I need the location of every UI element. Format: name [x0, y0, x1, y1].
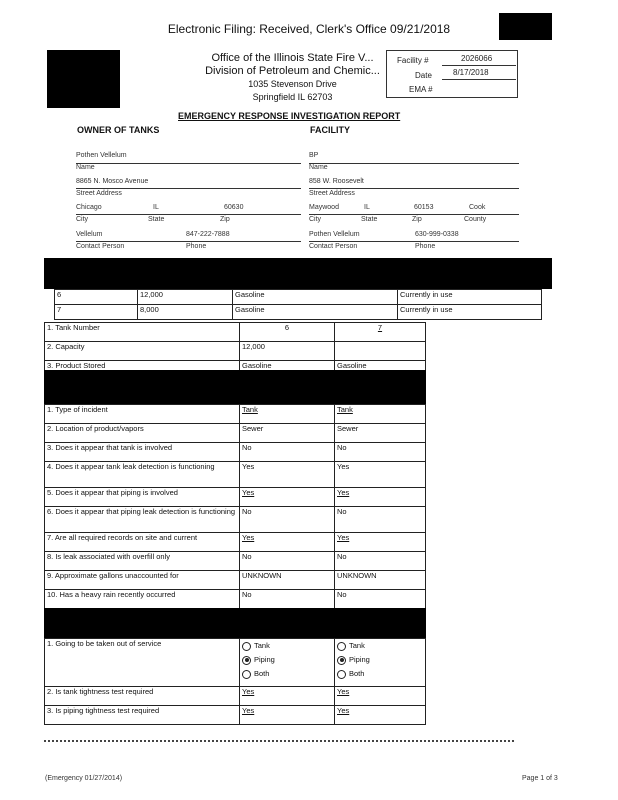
ema-label: EMA #: [409, 85, 433, 94]
radio-label: Tank: [254, 641, 270, 650]
facility-zip: 60153: [414, 204, 434, 211]
action-q2-col2: Yes: [335, 687, 426, 706]
incident-question: 9. Approximate gallons unaccounted for: [45, 571, 240, 590]
owner-name-line: [76, 163, 301, 164]
date-value: 8/17/2018: [453, 68, 489, 77]
facility-city-line: [309, 214, 519, 215]
facility-number-value: 2026066: [461, 54, 493, 63]
table-row: [45, 405, 426, 424]
facility-city-label: City: [309, 216, 322, 223]
facility-zip-label: Zip: [412, 216, 422, 223]
table-row: [45, 443, 426, 462]
table-row: [45, 590, 426, 609]
action-q2-col1: Yes: [240, 687, 335, 706]
action-q1: 1. Going to be taken out of service: [45, 639, 240, 687]
owner-city-line: [76, 214, 301, 215]
facility-box-divider-2: [442, 65, 516, 66]
filing-stamp: Electronic Filing: Received, Clerk's Office 09/21/2018: [167, 22, 451, 36]
action-q1-col2: [335, 639, 426, 687]
facility-block: [309, 150, 519, 260]
incident-question: 2. Location of product/vapors: [45, 424, 240, 443]
incident-answer-col2: UNKNOWN: [335, 571, 426, 590]
redaction-band-action: [44, 608, 426, 638]
office-address: [195, 52, 390, 104]
incident-question: 3. Does it appear that tank is involved: [45, 443, 240, 462]
incident-answer-col1: Yes: [240, 488, 335, 507]
radio-option-piping[interactable]: [242, 653, 332, 667]
tank-row-status: Currently in use: [398, 305, 542, 320]
facility-number-label: Facility #: [397, 56, 429, 65]
footer-form-id: (Emergency 01/27/2014): [45, 775, 123, 782]
action-table: [44, 638, 426, 725]
incident-answer-col2: Sewer: [335, 424, 426, 443]
tank-row-product: Gasoline: [233, 305, 398, 320]
owner-state: IL: [153, 204, 159, 211]
tank-info-label: 1. Tank Number: [45, 323, 240, 342]
owner-block: [76, 150, 301, 260]
footer-page-number: Page 1 of 3: [522, 775, 558, 782]
incident-answer-col2: Yes: [335, 488, 426, 507]
incident-answer-col2: Yes: [335, 533, 426, 552]
radio-icon: [337, 642, 346, 651]
facility-name-line: [309, 163, 519, 164]
facility-contact-line: [309, 241, 519, 242]
owner-name-label: Name: [76, 164, 95, 171]
table-row: [45, 533, 426, 552]
facility-state-label: State: [361, 216, 378, 223]
table-row: [45, 424, 426, 443]
facility-street: 858 W. Roosevelt: [309, 178, 364, 185]
table-row: [55, 305, 542, 320]
radio-label: Piping: [349, 655, 370, 664]
facility-county-label: County: [464, 216, 487, 223]
tank-info-col2: Gasoline: [335, 361, 426, 371]
action-q2: 2. Is tank tightness test required: [45, 687, 240, 706]
tank-row-num: 6: [55, 290, 138, 305]
tank-row-capacity: 12,000: [138, 290, 233, 305]
facility-contact-label: Contact Person: [309, 243, 358, 250]
incident-answer-col2: No: [335, 590, 426, 609]
redaction-band-tanks: [44, 258, 552, 289]
facility-phone-label: Phone: [415, 243, 436, 250]
table-row: [55, 290, 542, 305]
facility-box-divider: [442, 79, 516, 80]
incident-answer-col1: No: [240, 590, 335, 609]
tank-info-label: 3. Product Stored: [45, 361, 240, 371]
tank-info-col2: 7: [335, 323, 426, 342]
tank-row-product: Gasoline: [233, 290, 398, 305]
owner-zip: 60630: [224, 204, 244, 211]
incident-question: 7. Are all required records on site and current: [45, 533, 240, 552]
table-row: [45, 361, 426, 371]
facility-name: BP: [309, 152, 319, 159]
table-row: [45, 687, 426, 706]
table-row: [45, 462, 426, 488]
owner-name: Pothen Vellelum: [76, 152, 127, 159]
owner-street-line: [76, 188, 301, 189]
owner-phone-label: Phone: [186, 243, 207, 250]
radio-label: Tank: [349, 641, 365, 650]
radio-selected-icon: [242, 656, 251, 665]
table-row: [45, 571, 426, 590]
owner-contact: Vellelum: [76, 231, 103, 238]
table-row: [45, 639, 426, 687]
owner-zip-label: Zip: [220, 216, 230, 223]
office-line-4: Springfield IL 62703: [252, 92, 333, 102]
incident-question: 8. Is leak associated with overfill only: [45, 552, 240, 571]
incident-question: 5. Does it appear that piping is involved: [45, 488, 240, 507]
tank-info-col2: [335, 342, 426, 361]
footer-dotted-rule: [44, 740, 514, 742]
redaction-block-logo: [47, 50, 120, 108]
tank-row-num: 7: [55, 305, 138, 320]
incident-question: 6. Does it appear that piping leak detection is functioning: [45, 507, 240, 533]
facility-heading: FACILITY: [310, 125, 350, 135]
radio-option-tank[interactable]: [242, 639, 332, 653]
incident-answer-col1: No: [240, 552, 335, 571]
facility-county: Cook: [469, 204, 486, 211]
incident-answer-col2: No: [335, 507, 426, 533]
owner-contact-label: Contact Person: [76, 243, 125, 250]
incident-answer-col1: Tank: [240, 405, 335, 424]
incident-answer-col1: UNKNOWN: [240, 571, 335, 590]
incident-answer-col1: No: [240, 507, 335, 533]
redaction-band-incident: [44, 370, 426, 404]
radio-label: Both: [254, 669, 270, 678]
incident-answer-col2: No: [335, 443, 426, 462]
action-q3: 3. Is piping tightness test required: [45, 706, 240, 725]
facility-state: IL: [364, 204, 370, 211]
table-row: [45, 342, 426, 361]
facility-id-box: [386, 50, 518, 98]
tank-row-capacity: 8,000: [138, 305, 233, 320]
table-row: [45, 552, 426, 571]
owner-heading: OWNER OF TANKS: [77, 125, 160, 135]
tank-info-table: [44, 322, 426, 371]
action-q1-col1: [240, 639, 335, 687]
radio-icon: [242, 642, 251, 651]
redaction-block-top-right: [499, 13, 552, 40]
incident-question: 10. Has a heavy rain recently occurred: [45, 590, 240, 609]
radio-icon: [242, 670, 251, 679]
office-line-3: 1035 Stevenson Drive: [248, 79, 337, 89]
date-label: Date: [415, 71, 432, 80]
radio-label: Both: [349, 669, 365, 678]
report-title: EMERGENCY RESPONSE INVESTIGATION REPORT: [178, 111, 401, 121]
owner-city: Chicago: [76, 204, 102, 211]
office-line-1: Office of the Illinois State Fire V...: [211, 52, 374, 64]
facility-street-line: [309, 188, 519, 189]
facility-name-label: Name: [309, 164, 328, 171]
table-row: [45, 706, 426, 725]
tank-summary-table: [54, 289, 542, 320]
radio-option-both[interactable]: [242, 667, 332, 681]
radio-icon: [337, 670, 346, 679]
office-line-2: Division of Petroleum and Chemic...: [205, 65, 380, 77]
incident-table: [44, 404, 426, 609]
owner-street-label: Street Address: [76, 190, 122, 197]
incident-question: 1. Type of incident: [45, 405, 240, 424]
radio-option-both[interactable]: [337, 667, 423, 681]
radio-selected-icon: [337, 656, 346, 665]
owner-contact-line: [76, 241, 301, 242]
radio-label: Piping: [254, 655, 275, 664]
facility-phone: 630-999-0338: [415, 231, 459, 238]
incident-answer-col1: Yes: [240, 462, 335, 488]
radio-option-tank[interactable]: [337, 639, 423, 653]
owner-state-label: State: [148, 216, 165, 223]
incident-question: 4. Does it appear tank leak detection is functioning: [45, 462, 240, 488]
owner-city-label: City: [76, 216, 89, 223]
incident-answer-col2: No: [335, 552, 426, 571]
owner-street: 8865 N. Mosco Avenue: [76, 178, 149, 185]
tank-info-col1: 6: [240, 323, 335, 342]
tank-info-col1: 12,000: [240, 342, 335, 361]
owner-phone: 847-222-7888: [186, 231, 230, 238]
tank-info-label: 2. Capacity: [45, 342, 240, 361]
incident-answer-col1: No: [240, 443, 335, 462]
radio-option-piping[interactable]: [337, 653, 423, 667]
facility-contact: Pothen Vellelum: [309, 231, 360, 238]
facility-street-label: Street Address: [309, 190, 355, 197]
incident-answer-col2: Tank: [335, 405, 426, 424]
tank-row-status: Currently in use: [398, 290, 542, 305]
tank-info-col1: Gasoline: [240, 361, 335, 371]
table-row: [45, 507, 426, 533]
table-row: [45, 323, 426, 342]
facility-city: Maywood: [309, 204, 339, 211]
incident-answer-col2: Yes: [335, 462, 426, 488]
incident-answer-col1: Sewer: [240, 424, 335, 443]
action-q3-col1: Yes: [240, 706, 335, 725]
action-q3-col2: Yes: [335, 706, 426, 725]
incident-answer-col1: Yes: [240, 533, 335, 552]
table-row: [45, 488, 426, 507]
